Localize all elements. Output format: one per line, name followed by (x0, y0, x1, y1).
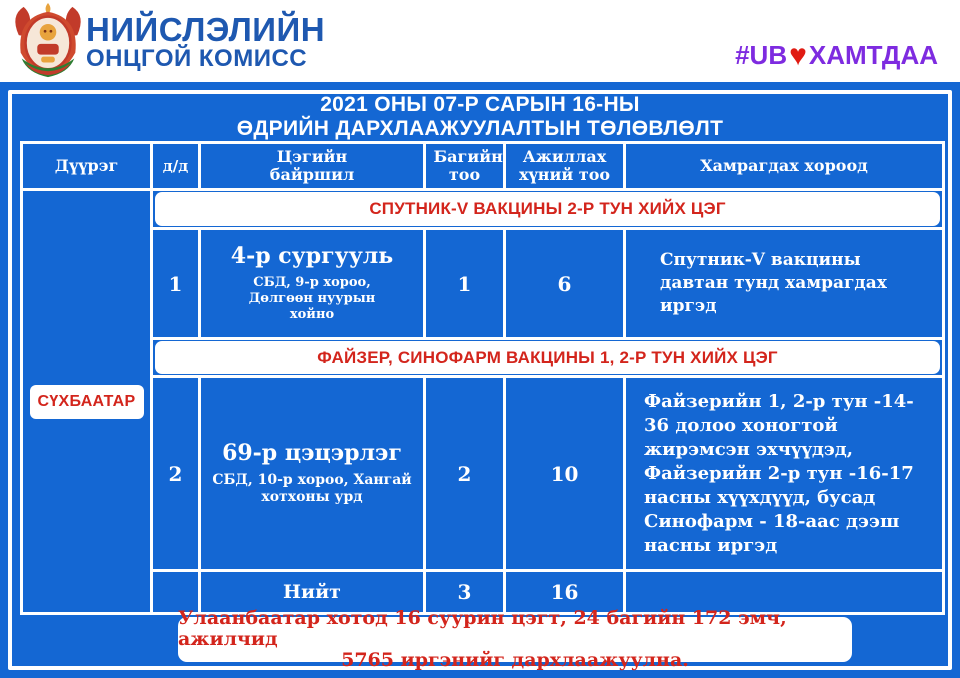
section1-banner-cell (153, 191, 942, 227)
row2-location-title: 69-р цэцэрлэг (222, 440, 402, 466)
section2-banner-cell (153, 340, 942, 375)
hashtag-prefix: #UB (735, 40, 788, 70)
blue-panel (0, 82, 960, 678)
col-header-index: д/д (153, 144, 198, 188)
row1-coverage: Спутник-V вакцины давтан тунд хамрагдах иргэд (626, 230, 942, 337)
col-header-location: Цэгийн байршил (201, 144, 423, 188)
district-badge: СҮХБААТАР (30, 385, 144, 419)
plan-title (0, 93, 960, 141)
summary-note-line1: Улаанбаатар хотод 16 суурин цэгт, 24 багийн 172 эмч, ажилчид (178, 607, 787, 650)
heart-icon: ♥ (789, 38, 807, 72)
campaign-hashtag (735, 40, 938, 71)
row1-teams: 1 (426, 230, 503, 337)
sputnik-banner: СПУТНИК-V ВАКЦИНЫ 2-Р ТУН ХИЙХ ЦЭГ (155, 192, 940, 226)
row1-index: 1 (153, 230, 198, 337)
col-header-khoroos: Хамрагдах хороод (626, 144, 942, 188)
col-header-staff: Ажиллах хүний тоо (506, 144, 623, 188)
district-cell (23, 191, 150, 612)
hashtag-suffix: ХАМТДАА (808, 40, 938, 70)
total-row-empty-index (153, 572, 198, 612)
plan-title-line1: 2021 ОНЫ 07-Р САРЫН 16-НЫ (320, 93, 640, 116)
total-staff: 16 (506, 572, 623, 612)
row2-location (201, 378, 423, 569)
total-label: Нийт (201, 572, 423, 612)
org-name-line1: НИЙСЛЭЛИЙН (86, 11, 326, 48)
vaccination-table (20, 141, 945, 615)
row2-teams: 2 (426, 378, 503, 569)
city-emblem-logo (9, 2, 87, 80)
summary-note (178, 607, 852, 671)
row2-staff: 10 (506, 378, 623, 569)
row1-location (201, 230, 423, 337)
pfizer-sinopharm-banner: ФАЙЗЕР, СИНОФАРМ ВАКЦИНЫ 1, 2-Р ТУН ХИЙХ ЦЭГ (155, 341, 940, 374)
plan-title-line2: ӨДРИЙН ДАРХЛААЖУУЛАЛТЫН ТӨЛӨВЛӨЛТ (236, 117, 724, 140)
organization-name (86, 13, 325, 71)
col-header-district: Дүүрэг (23, 144, 150, 188)
row1-location-sub: СБД, 9-р хороо, Дөлгөөн нуурын хойно (248, 275, 376, 322)
row2-location-sub: СБД, 10-р хороо, Хангай хотхоны урд (212, 472, 412, 505)
col-header-teams: Багийн тоо (426, 144, 503, 188)
org-name-line2: ОНЦГОЙ КОМИСС (86, 45, 308, 72)
row1-location-title: 4-р сургууль (230, 243, 394, 269)
page-header (0, 0, 960, 82)
total-teams: 3 (426, 572, 503, 612)
total-row-empty-coverage (626, 572, 942, 612)
row1-staff: 6 (506, 230, 623, 337)
summary-note-line2: 5765 иргэнийг дархлаажуулна. (341, 649, 689, 671)
row2-index: 2 (153, 378, 198, 569)
row2-coverage: Файзерийн 1, 2-р тун -14-36 долоо хоногтой жирэмсэн эхчүүдэд, Файзерийн 2-р тун -16-17 насны хүүхдүүд, бусад Синофарм - 18-аас дээш насны иргэд (626, 378, 942, 569)
